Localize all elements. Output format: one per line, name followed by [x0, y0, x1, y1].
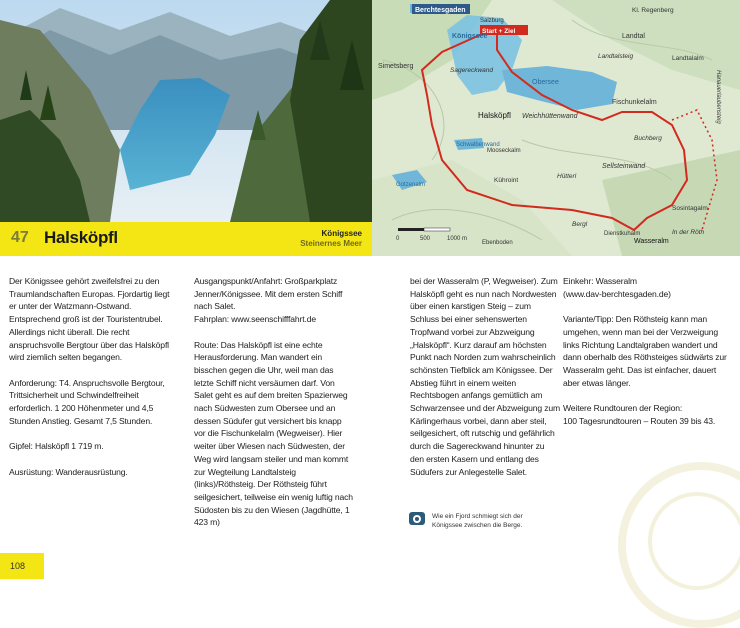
map-label-wasseralm: Wasseralm [634, 238, 669, 245]
map-label-dienstkuhalm: Dienstkuhalm [604, 231, 641, 237]
photo-caption: Wie ein Fjord schmiegt sich der Königssee zwischen die Berge. [432, 513, 523, 529]
map-label-landtalalm: Landtalalm [672, 55, 704, 62]
watermark-stamp-inner [648, 492, 740, 590]
region-line-2: Steinernes Meer [300, 239, 362, 248]
route-paragraph: Route: Das Halsköpfl ist eine echte Herausforderung. Man wandert ein bisschen gegen die Uhr, weil man das letzte Schiff nicht versäumen darf. Von Salet geht es auf dem breiten Spazierweg nach Südwesten zum Obersee und an dessen Südufer gut versichert bis knapp vor die Fischunkelalm (Wegweiser). Hier weiter über Wiesen nach Südwesten, der Weg wird langsam steiler und man kommt zur Wegteilung Landtalsteig (links)/Röthsteig. Der Röthsteig führt seilgesichert, teilweise ein wenig luftig nach Südosten bis zu den Wiesen (Jagdhütte, 1 423 m) [194, 339, 353, 528]
page-number: 108 [10, 561, 26, 571]
map-label-mooseckalm: Mooseckalm [487, 148, 521, 154]
route-continued-paragraph: bei der Wasseralm (P, Wegweiser). Zum Halsköpfl geht es nun nach Nordwesten über einen karstigen Steig – zum Schluss bei einer sehenswerten Tropfwand vorbei zur Abzweigung „Halsköpfl“. Kurz darauf am höchsten Punkt nach Norden zum wahrscheinlich schönsten Tiefblick am Königssee. Der Abstieg führt in einem weiten Rechtsbogen anfangs gemütlich am Schwarzensee und der Abzweigung zum Kärlingerhaus vorbei, dann aber steil, seilgesichert, oft rutschig und gefährlich durch die Sagereckwand hinunter zu den ersten Kasern und entlang des Südufers zur Anlegestelle Salet. [410, 276, 561, 477]
map-label-huetterl: Hütterl [557, 173, 577, 180]
refreshment-paragraph: Einkehr: Wasseralm (www.dav-berchtesgaden.de) [563, 276, 671, 299]
map-scale-1000: 1000 m [447, 236, 468, 242]
page-number-box [0, 553, 44, 579]
map-label-simetsberg: Simetsberg [378, 63, 414, 70]
map-label-kl-regenberg: Kl. Regenberg [632, 7, 674, 14]
map-label-landtal: Landtal [622, 33, 645, 40]
text-column-2 [194, 275, 354, 542]
variant-paragraph: Variante/Tipp: Den Röthsteig kann man umgehen, wenn man bei der Verzweigung links Richtung Landtalgraben wandert und dann oberhalb des Röthsteiges südwärts zur Wasseralm geht. Das ist einfacher, dauert aber etwas länger. [563, 314, 727, 388]
equipment-paragraph: Ausrüstung: Wanderausrüstung. [9, 466, 128, 477]
map-label-salzburg: Salzburg [480, 18, 504, 24]
map-label-sellsteinwand: Sellsteinwand [602, 163, 646, 170]
text-column-3 [410, 275, 560, 491]
map-scale-500: 500 [420, 236, 431, 242]
route-map [372, 0, 740, 256]
map-label-buchberg: Buchberg [634, 135, 662, 142]
map-label-halskoepfl: Halsköpfl [478, 111, 511, 120]
map-scale-0: 0 [396, 236, 400, 242]
lake-photo [0, 0, 372, 222]
intro-paragraph: Der Königssee gehört zweifelsfrei zu den Traumlandschaften Europas. Fjordartig liegt er unter der Watzmann-Ostwand. Entsprechend groß ist der Touristentrubel. Allerdings nicht überall. Die recht anspruchsvolle Bergtour über das Halsköpfl wird ziemlich selten begangen. [9, 276, 170, 363]
map-label-weichhuettenwand: Weichhüttenwand [522, 113, 578, 120]
region-label [280, 229, 362, 249]
text-column-4 [563, 275, 733, 440]
map-label-koenigssee: Königssee [452, 33, 488, 40]
region-line-1: Königssee [321, 229, 362, 238]
map-label-bergl: Bergl [572, 221, 588, 228]
tour-title: Halsköpfl [44, 228, 118, 247]
map-label-in-der-roeth: In der Röth [672, 229, 705, 236]
map-label-sosintagalm: Sosintagalm [672, 205, 708, 212]
requirements-paragraph: Anforderung: T4. Anspruchsvolle Bergtour, Trittsicherheit und Schwindelfreiheit erforderlich. 1 200 Höhenmeter und 4,5 Stunden Anstieg. Gesamt 7,5 Stunden. [9, 377, 165, 426]
map-label-ebenboden: Ebenboden [482, 240, 513, 246]
tour-number: 47 [11, 229, 29, 246]
map-label-obersee: Obersee [532, 79, 559, 86]
more-tours-paragraph: Weitere Rundtouren der Region: 100 Tagesrundtouren – Routen 39 bis 43. [563, 403, 716, 426]
map-label-gotzenalm: Gotzenalm [396, 182, 426, 188]
camera-icon [409, 512, 425, 525]
map-label-schwalbenwand: Schwalbenwand [456, 142, 500, 148]
map-label-hanauer: Hanauerlaubensteig [715, 70, 721, 124]
start-paragraph: Ausgangspunkt/Anfahrt: Großparkplatz Jenner/Königssee. Mit dem ersten Schiff nach Salet. Fahrplan: www.seenschifffahrt.de [194, 276, 343, 325]
summit-paragraph: Gipfel: Halsköpfl 1 719 m. [9, 441, 104, 452]
map-label-fischunkelalm: Fischunkelalm [612, 99, 657, 106]
map-label-berchtesgaden: Berchtesgaden [415, 7, 466, 14]
map-label-landtalsteig: Landtalsteig [598, 53, 634, 60]
map-label-kuehroint: Kühroint [494, 177, 519, 184]
map-label-start-ziel: Start + Ziel [482, 28, 516, 35]
text-column-1 [9, 275, 175, 491]
map-label-sagereckwand: Sagereckwand [450, 67, 493, 74]
